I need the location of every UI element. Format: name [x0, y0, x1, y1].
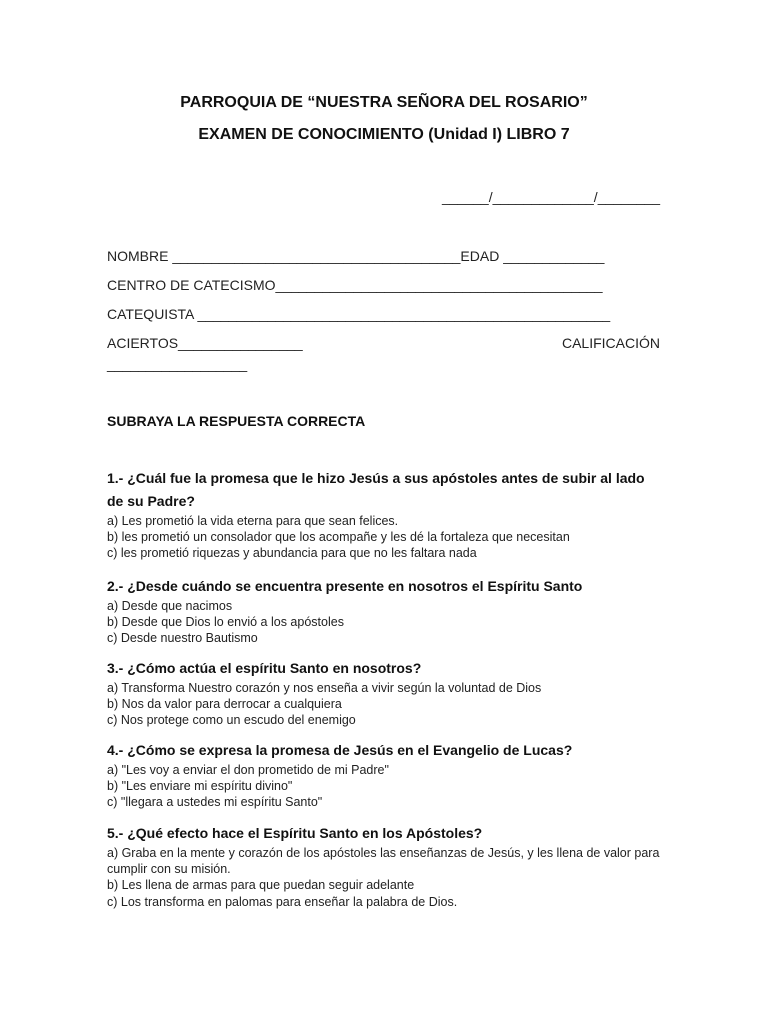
answer-option: b) Desde que Dios lo envió a los apóstoles [107, 615, 344, 630]
answer-option: c) Nos protege como un escudo del enemigo [107, 713, 356, 728]
question-text: 4.- ¿Cómo se expresa la promesa de Jesús en el Evangelio de Lucas? [107, 742, 573, 758]
answer-option: a) Transforma Nuestro corazón y nos enseña a vivir según la voluntad de Dios [107, 681, 542, 695]
answer-option: b) les prometió un consolador que los acompañe y les dé la fortaleza que necesitan [107, 530, 570, 545]
question-text: 1.- ¿Cuál fue la promesa que le hizo Jesús a sus apóstoles antes de subir al lado de su Padre? [107, 470, 645, 509]
calificacion-label: CALIFICACIÓN [561, 335, 660, 351]
answer-option: a) Desde que nacimos [107, 599, 233, 613]
question-block [107, 575, 662, 647]
question-block [107, 739, 662, 811]
answer-option: b) "Les enviare mi espíritu divino" [107, 779, 293, 794]
parish-title: PARROQUIA DE “NUESTRA SEÑORA DEL ROSARIO” [180, 94, 588, 111]
question-text: 3.- ¿Cómo actúa el espíritu Santo en nosotros? [107, 660, 422, 676]
answer-option: c) "llegara a ustedes mi espíritu Santo" [107, 795, 323, 810]
answer-option: c) les prometió riquezas y abundancia para que no les faltara nada [107, 546, 477, 561]
answer-option: b) Nos da valor para derrocar a cualquiera [107, 697, 342, 712]
question-text: 2.- ¿Desde cuándo se encuentra presente en nosotros el Espíritu Santo [107, 578, 583, 594]
answer-option: b) Les llena de armas para que puedan seguir adelante [107, 878, 415, 893]
nombre-edad-field: NOMBRE _____________________________________EDAD _____________ [107, 248, 605, 264]
question-text: 5.- ¿Qué efecto hace el Espíritu Santo en los Apóstoles? [107, 825, 483, 841]
catequista-field: CATEQUISTA _____________________________________________________ [107, 306, 611, 322]
answer-option: a) "Les voy a enviar el don prometido de mi Padre" [107, 763, 389, 777]
centro-field: CENTRO DE CATECISMO__________________________________________ [107, 277, 603, 293]
answer-option: a) Les prometió la vida eterna para que sean felices. [107, 514, 399, 528]
aciertos-field: ACIERTOS________________ [107, 335, 303, 351]
instruction-heading: SUBRAYA LA RESPUESTA CORRECTA [107, 413, 366, 429]
question-block [107, 467, 662, 562]
calificacion-blank: __________________ [107, 356, 248, 372]
question-block [107, 657, 662, 729]
exam-title: EXAMEN DE CONOCIMIENTO (Unidad I) LIBRO 7 [198, 126, 570, 143]
question-block [107, 822, 662, 910]
date-blank: ______/_____________/________ [441, 189, 660, 205]
answer-option: c) Desde nuestro Bautismo [107, 631, 258, 646]
answer-option: a) Graba en la mente y corazón de los apóstoles las enseñanzas de Jesús, y les llena de valor para cumplir con su misión. [107, 846, 660, 877]
answer-option: c) Los transforma en palomas para enseñar la palabra de Dios. [107, 894, 458, 909]
